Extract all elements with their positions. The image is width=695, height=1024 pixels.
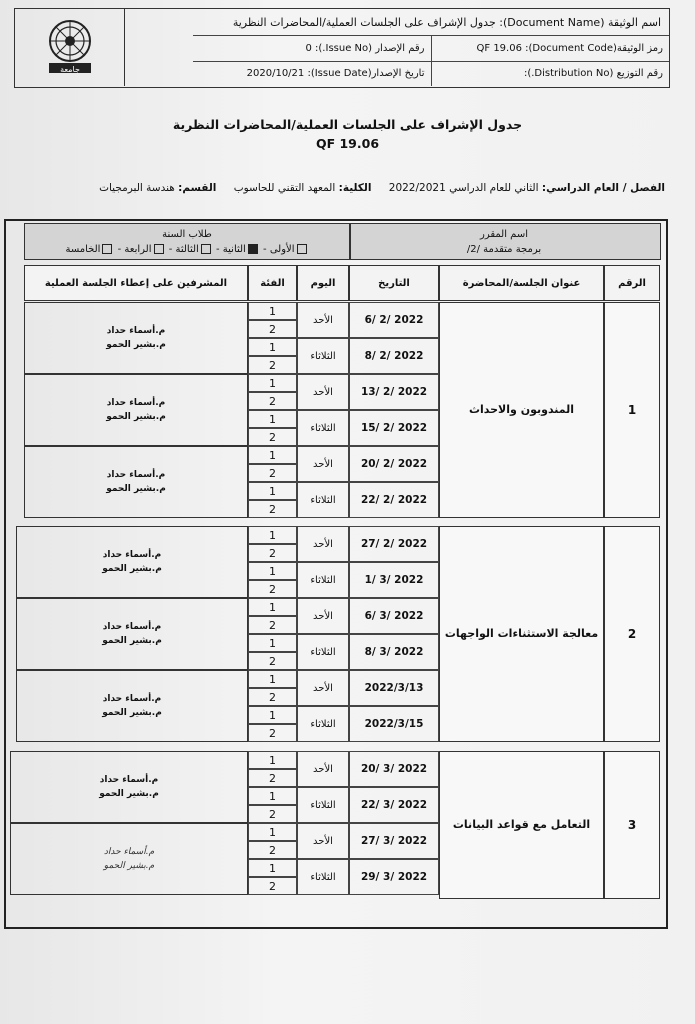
student-year-label: طلاب السنة: [162, 229, 212, 240]
document-header: [14, 8, 670, 88]
dist-no-cell: رقم التوزيع (Distribution No.):: [523, 68, 663, 79]
session-date: 6/ 2/ 2022: [349, 302, 439, 338]
session-day: الثلاثاء: [297, 787, 349, 823]
session-title: معالجة الاستثناءات الواجهات: [439, 526, 604, 742]
group-number: 1: [248, 706, 297, 724]
session-day: الأحد: [297, 823, 349, 859]
col-header-supervisors: المشرفين على إعطاء الجلسة العملية: [24, 265, 248, 301]
group-number: 2: [248, 805, 297, 823]
supervisor-name: م.بشير الحمو: [106, 340, 166, 350]
year-checkbox-icon: [297, 244, 307, 254]
document-code-title: QF 19.06: [315, 136, 380, 151]
session-date: 2022/3/13: [349, 670, 439, 706]
group-number: 1: [248, 598, 297, 616]
session-date: 27/ 2/ 2022: [349, 526, 439, 562]
dept-label: القسم:: [178, 182, 217, 194]
course-info-band: [24, 223, 661, 260]
session-day: الأحد: [297, 302, 349, 338]
year-checkbox-icon: [102, 244, 112, 254]
student-year-options: الأولى - الثانية - الثالثة - الرابعة - الخامسة: [25, 242, 349, 257]
session-day: الأحد: [297, 374, 349, 410]
session-title: التعامل مع قواعد البيانات: [439, 751, 604, 899]
session-date: 2022/3/15: [349, 706, 439, 742]
supervisors-cell: [16, 670, 248, 742]
session-date: 13/ 2/ 2022: [349, 374, 439, 410]
group-number: 2: [248, 688, 297, 706]
supervisor-name: م.بشير الحمو: [103, 861, 155, 871]
university-logo: [15, 9, 125, 86]
session-day: الأحد: [297, 526, 349, 562]
group-number: 1: [248, 526, 297, 544]
group-number: 1: [248, 482, 297, 500]
supervisors-cell: [16, 526, 248, 598]
supervisor-name: م.أسماء حداد: [99, 775, 159, 785]
issue-date-cell: تاريخ الإصدار(Issue Date): 2020/10/21: [193, 61, 432, 86]
session-date: 22/ 2/ 2022: [349, 482, 439, 518]
supervisors-cell: [16, 598, 248, 670]
year-option: الخامسة: [65, 244, 101, 255]
session-date: 20/ 2/ 2022: [349, 446, 439, 482]
supervisor-name: م.أسماء حداد: [103, 847, 155, 857]
group-number: 2: [248, 616, 297, 634]
supervisor-name: م.بشير الحمو: [99, 789, 159, 799]
group-number: 2: [248, 724, 297, 742]
supervisor-name: م.أسماء حداد: [102, 694, 162, 704]
info-line: [85, 182, 665, 194]
group-number: 1: [248, 562, 297, 580]
supervisor-name: م.أسماء حداد: [102, 622, 162, 632]
supervisor-name: م.أسماء حداد: [106, 470, 166, 480]
semester-label: الفصل / العام الدراسي:: [541, 182, 665, 194]
session-date: 22/ 3/ 2022: [349, 787, 439, 823]
group-number: 2: [248, 652, 297, 670]
year-option: الثانية: [222, 244, 246, 255]
doc-code-cell: رمز الوثيقة(Document Code): QF 19.06: [476, 43, 663, 54]
issue-no-cell: رقم الإصدار (Issue No.): 0: [193, 36, 432, 61]
session-number: 3: [604, 751, 660, 899]
session-day: الثلاثاء: [297, 562, 349, 598]
session-day: الأحد: [297, 670, 349, 706]
supervisors-cell: [24, 302, 248, 374]
group-number: 1: [248, 410, 297, 428]
session-date: 1/ 3/ 2022: [349, 562, 439, 598]
session-day: الثلاثاء: [297, 706, 349, 742]
supervisors-cell: [10, 751, 248, 823]
group-number: 1: [248, 374, 297, 392]
session-day: الثلاثاء: [297, 634, 349, 670]
supervisors-cell: [24, 446, 248, 518]
doc-name-row: [193, 9, 669, 36]
student-year-cell: [25, 224, 349, 262]
college-value: المعهد التقني للحاسوب: [233, 182, 336, 194]
session-day: الثلاثاء: [297, 859, 349, 895]
group-number: 1: [248, 338, 297, 356]
group-number: 1: [248, 751, 297, 769]
distribution-row: [193, 61, 669, 86]
session-date: 8/ 3/ 2022: [349, 634, 439, 670]
group-number: 1: [248, 787, 297, 805]
supervisors-cell: [10, 823, 248, 895]
session-day: الثلاثاء: [297, 482, 349, 518]
supervisors-cell: [24, 374, 248, 446]
col-header-title: عنوان الجلسة/المحاضرة: [439, 265, 604, 301]
supervisor-name: م.أسماء حداد: [106, 326, 166, 336]
course-name-cell: [348, 224, 660, 262]
session-date: 6/ 3/ 2022: [349, 598, 439, 634]
supervisor-name: م.بشير الحمو: [106, 484, 166, 494]
group-number: 2: [248, 320, 297, 338]
session-day: الأحد: [297, 446, 349, 482]
group-number: 1: [248, 634, 297, 652]
group-number: 2: [248, 877, 297, 895]
session-date: 29/ 3/ 2022: [349, 859, 439, 895]
group-number: 1: [248, 446, 297, 464]
session-title: المندوبون والاحداث: [439, 302, 604, 518]
logo-emblem-icon: [35, 17, 105, 79]
college-label: الكلية:: [338, 182, 372, 194]
supervisor-name: م.أسماء حداد: [102, 550, 162, 560]
group-number: 1: [248, 823, 297, 841]
course-name-label: اسم المقرر: [479, 229, 528, 240]
group-number: 2: [248, 841, 297, 859]
group-number: 2: [248, 392, 297, 410]
session-day: الأحد: [297, 751, 349, 787]
group-number: 2: [248, 464, 297, 482]
year-checkbox-checked-icon: [248, 244, 258, 254]
year-checkbox-icon: [154, 244, 164, 254]
document-title: جدول الإشراف على الجلسات العملية/المحاضرات النظرية: [172, 117, 523, 132]
semester-value: الثاني للعام الدراسي 2022/2021: [388, 182, 539, 194]
col-header-date: التاريخ: [349, 265, 439, 301]
session-day: الثلاثاء: [297, 338, 349, 374]
group-number: 2: [248, 544, 297, 562]
col-header-day: اليوم: [297, 265, 349, 301]
session-date: 8/ 2/ 2022: [349, 338, 439, 374]
group-number: 2: [248, 428, 297, 446]
group-number: 2: [248, 356, 297, 374]
session-date: 15/ 2/ 2022: [349, 410, 439, 446]
year-option: الثالثة: [175, 244, 199, 255]
group-number: 2: [248, 769, 297, 787]
dept-value: هندسة البرمجيات: [99, 182, 175, 194]
supervisor-name: م.بشير الحمو: [102, 636, 162, 646]
course-name-value: برمجة متقدمة /2/: [466, 244, 542, 255]
session-day: الثلاثاء: [297, 410, 349, 446]
year-option: الرابعة: [124, 244, 152, 255]
svg-text:جامعة: جامعة: [59, 64, 80, 74]
doc-name-text: اسم الوثيقة (Document Name): جدول الإشراف على الجلسات العملية/المحاضرات النظرية: [232, 15, 661, 29]
group-number: 2: [248, 500, 297, 518]
session-number: 2: [604, 526, 660, 742]
col-header-number: الرقم: [604, 265, 660, 301]
group-number: 1: [248, 859, 297, 877]
supervisor-name: م.أسماء حداد: [106, 398, 166, 408]
year-checkbox-icon: [201, 244, 211, 254]
session-date: 20/ 3/ 2022: [349, 751, 439, 787]
supervisor-name: م.بشير الحمو: [106, 412, 166, 422]
col-header-group: الفئة: [248, 265, 297, 301]
supervisor-name: م.بشير الحمو: [102, 564, 162, 574]
group-number: 2: [248, 580, 297, 598]
session-day: الأحد: [297, 598, 349, 634]
session-number: 1: [604, 302, 660, 518]
session-date: 27/ 3/ 2022: [349, 823, 439, 859]
doc-code-row: [193, 36, 669, 62]
year-option: الأولى: [269, 244, 295, 255]
group-number: 1: [248, 670, 297, 688]
supervisor-name: م.بشير الحمو: [102, 708, 162, 718]
group-number: 1: [248, 302, 297, 320]
